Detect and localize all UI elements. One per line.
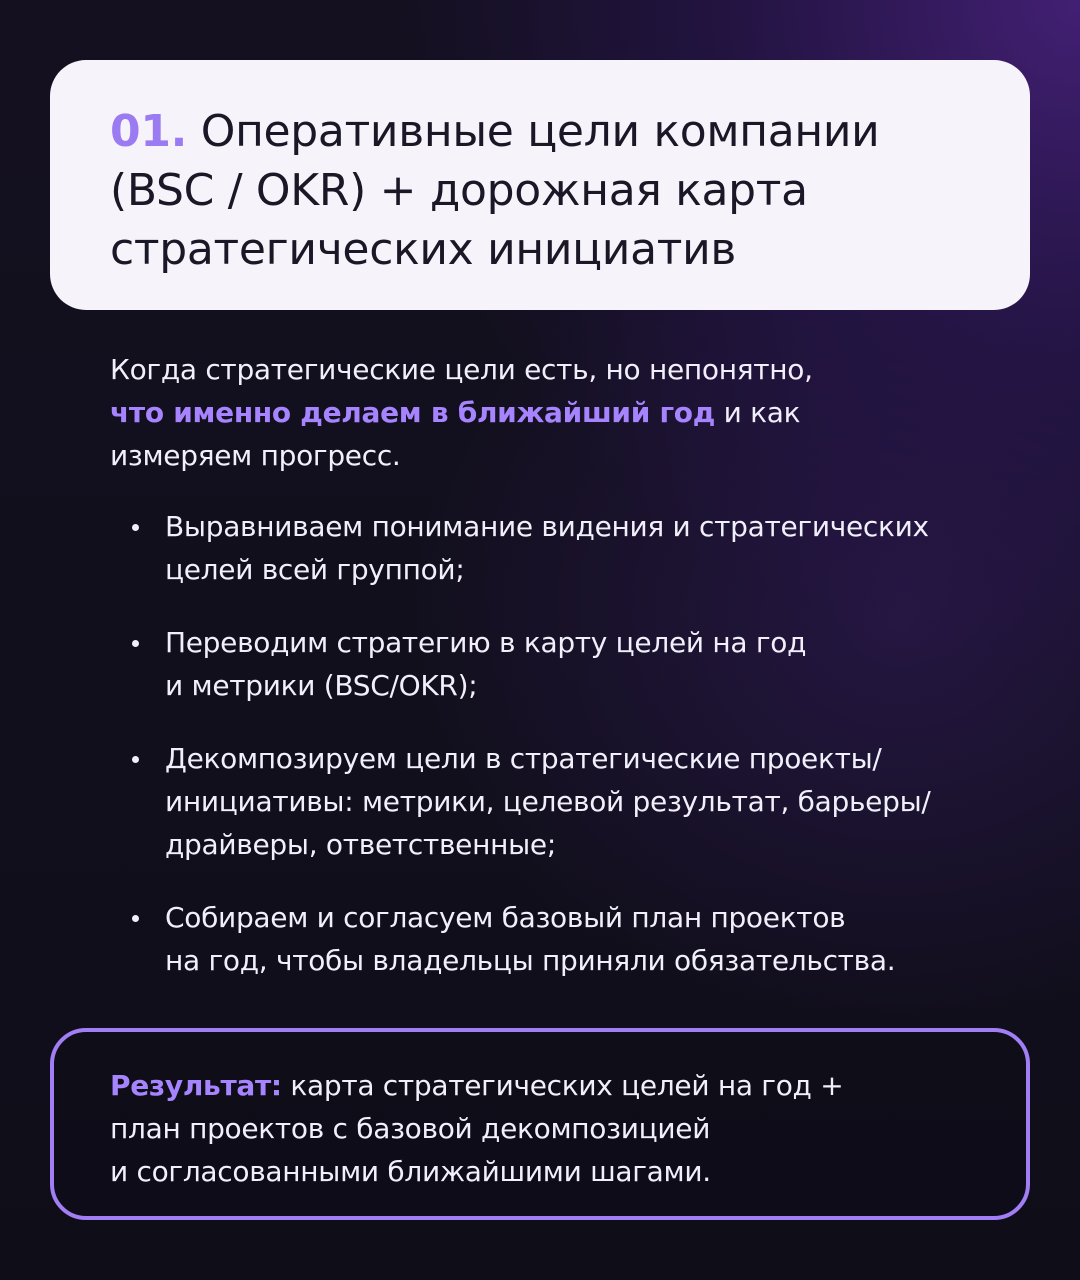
bullet-1-line-1: Выравниваем понимание видения и стратегических	[165, 510, 929, 543]
intro-highlight: что именно делаем в ближайший год	[110, 396, 716, 429]
intro-line-1: Когда стратегические цели есть, но непонятно,	[110, 353, 813, 386]
bullet-1-line-2: целей всей группой;	[165, 553, 465, 586]
result-card	[50, 1028, 1030, 1220]
bullet-dot-icon	[132, 524, 139, 531]
result-text	[110, 1064, 970, 1193]
bullet-4-line-1: Собираем и согласуем базовый план проектов	[165, 901, 846, 934]
result-line-2: план проектов с базовой декомпозицией	[110, 1112, 711, 1145]
title-line-1: Оперативные цели компании	[200, 106, 880, 157]
bullet-2-line-1: Переводим стратегию в карту целей на год	[165, 626, 807, 659]
intro-line-3: измеряем прогресс.	[110, 439, 401, 472]
list-item	[110, 505, 1010, 591]
result-label: Результат:	[110, 1069, 282, 1102]
list-item	[110, 737, 1010, 866]
title-line-2: (BSC / OKR) + дорожная карта	[110, 165, 808, 216]
section-number: 01.	[110, 106, 188, 157]
list-item	[110, 621, 1010, 707]
list-item	[110, 896, 1010, 982]
bullet-dot-icon	[132, 915, 139, 922]
result-line-3: и согласованными ближайшими шагами.	[110, 1155, 711, 1188]
result-line-1-rest: карта стратегических целей на год +	[281, 1069, 844, 1102]
bullet-list	[110, 505, 1010, 1012]
bullet-3-line-1: Декомпозируем цели в стратегические проекты/	[165, 742, 882, 775]
title-card	[50, 60, 1030, 310]
page-title	[110, 102, 970, 279]
intro-paragraph	[110, 348, 970, 477]
bullet-3-line-2: инициативы: метрики, целевой результат, барьеры/	[165, 785, 931, 818]
bullet-4-line-2: на год, чтобы владельцы приняли обязательства.	[165, 944, 896, 977]
bullet-3-line-3: драйверы, ответственные;	[165, 828, 556, 861]
bullet-2-line-2: и метрики (BSC/OKR);	[165, 669, 478, 702]
title-line-3: стратегических инициатив	[110, 224, 737, 275]
bullet-dot-icon	[132, 640, 139, 647]
bullet-dot-icon	[132, 756, 139, 763]
intro-line-2-rest: и как	[715, 396, 801, 429]
